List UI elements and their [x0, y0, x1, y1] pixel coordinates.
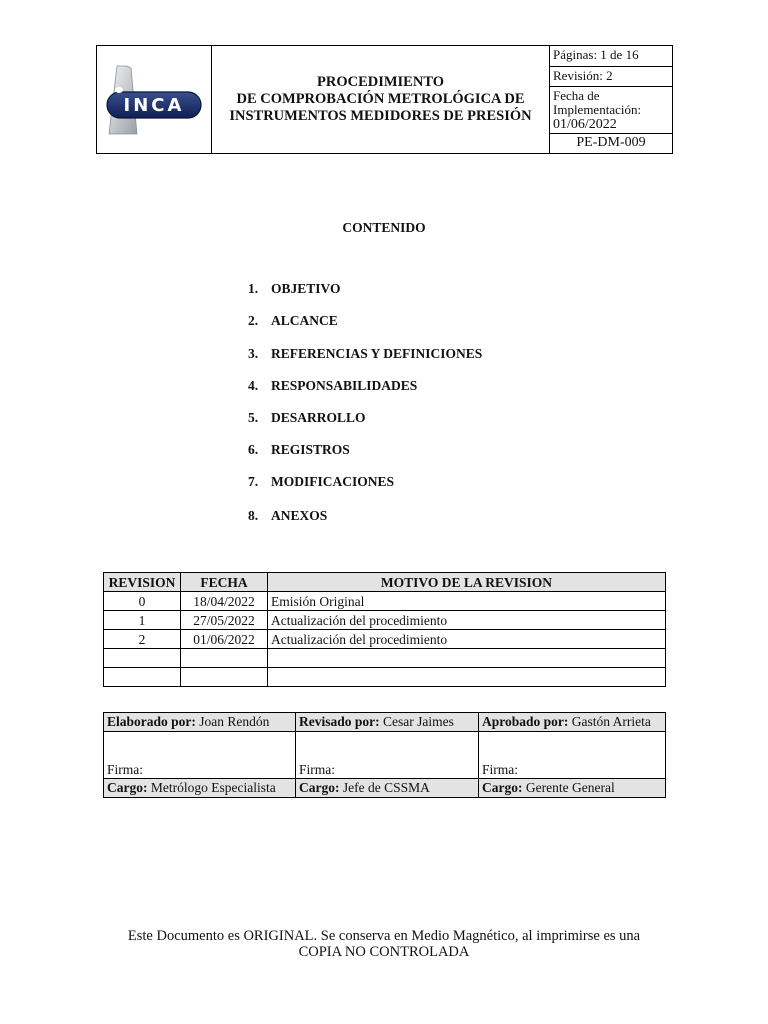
- firma-revisado: Firma:: [296, 732, 479, 779]
- impl-label-2: Implementación:: [553, 102, 642, 117]
- logo-cell: [97, 46, 212, 153]
- toc-item: 1. OBJETIVO: [248, 281, 341, 296]
- title-line-1: PROCEDIMIENTO: [316, 74, 445, 90]
- inca-logo: [97, 46, 212, 153]
- table-header-row: [104, 573, 666, 592]
- pages-info: Páginas: 1 de 16: [550, 46, 672, 67]
- cargo-elaborado: Cargo: Metrólogo Especialista: [104, 779, 296, 798]
- col-motivo: MOTIVO DE LA REVISION: [268, 573, 666, 592]
- footer-line-2: COPIA NO CONTROLADA: [298, 944, 470, 960]
- aprobado-por: Aprobado por: Gastón Arrieta: [479, 713, 666, 732]
- cargo-revisado: Cargo: Jefe de CSSMA: [296, 779, 479, 798]
- toc-item: 6. REGISTROS: [248, 442, 350, 457]
- footer-line-1: Este Documento es ORIGINAL. Se conserva en Medio Magnético, al imprimirse es una: [127, 928, 641, 944]
- firma-elaborado: Firma:: [104, 732, 296, 779]
- signers-row: [104, 713, 666, 732]
- document-code: PE-DM-009: [576, 135, 646, 150]
- revision-history-table: [103, 572, 666, 687]
- revisado-por: Revisado por: Cesar Jaimes: [296, 713, 479, 732]
- toc-item: 4. RESPONSABILIDADES: [248, 378, 418, 393]
- cargo-row: [104, 779, 666, 798]
- approval-signatures-table: [103, 712, 666, 798]
- signature-row: [104, 732, 666, 779]
- toc-item: 2. ALCANCE: [248, 313, 338, 328]
- title-line-3: INSTRUMENTOS MEDIDORES DE PRESIÓN: [229, 108, 532, 124]
- contents-title: CONTENIDO: [342, 220, 426, 235]
- elaborado-por: Elaborado por: Joan Rendón: [104, 713, 296, 732]
- table-row: 0 18/04/2022 Emisión Original: [104, 592, 666, 611]
- col-fecha: FECHA: [181, 573, 268, 592]
- toc-item: 3. REFERENCIAS Y DEFINICIONES: [248, 346, 483, 361]
- title-line-2: DE COMPROBACIÓN METROLÓGICA DE: [236, 91, 525, 107]
- impl-label-1: Fecha de: [553, 88, 600, 103]
- toc-item: 7. MODIFICACIONES: [248, 474, 395, 489]
- table-row: 1 27/05/2022 Actualización del procedimiento: [104, 611, 666, 630]
- cargo-aprobado: Cargo: Gerente General: [479, 779, 666, 798]
- revision-info: Revisión: 2: [550, 67, 672, 87]
- table-row: 2 01/06/2022 Actualización del procedimiento: [104, 630, 666, 649]
- logo-text: INCA: [123, 95, 185, 116]
- document-header: [96, 45, 673, 154]
- toc-item: 8. ANEXOS: [248, 508, 328, 523]
- col-revision: REVISION: [104, 573, 181, 592]
- firma-aprobado: Firma:: [479, 732, 666, 779]
- impl-date: 01/06/2022: [553, 117, 617, 132]
- table-row: [104, 649, 666, 668]
- document-meta: [550, 46, 672, 153]
- document-title: [212, 46, 550, 153]
- toc-item: 5. DESARROLLO: [248, 410, 366, 425]
- document-footer: [0, 928, 768, 960]
- implementation-date-info: [550, 87, 672, 134]
- table-row: [104, 668, 666, 687]
